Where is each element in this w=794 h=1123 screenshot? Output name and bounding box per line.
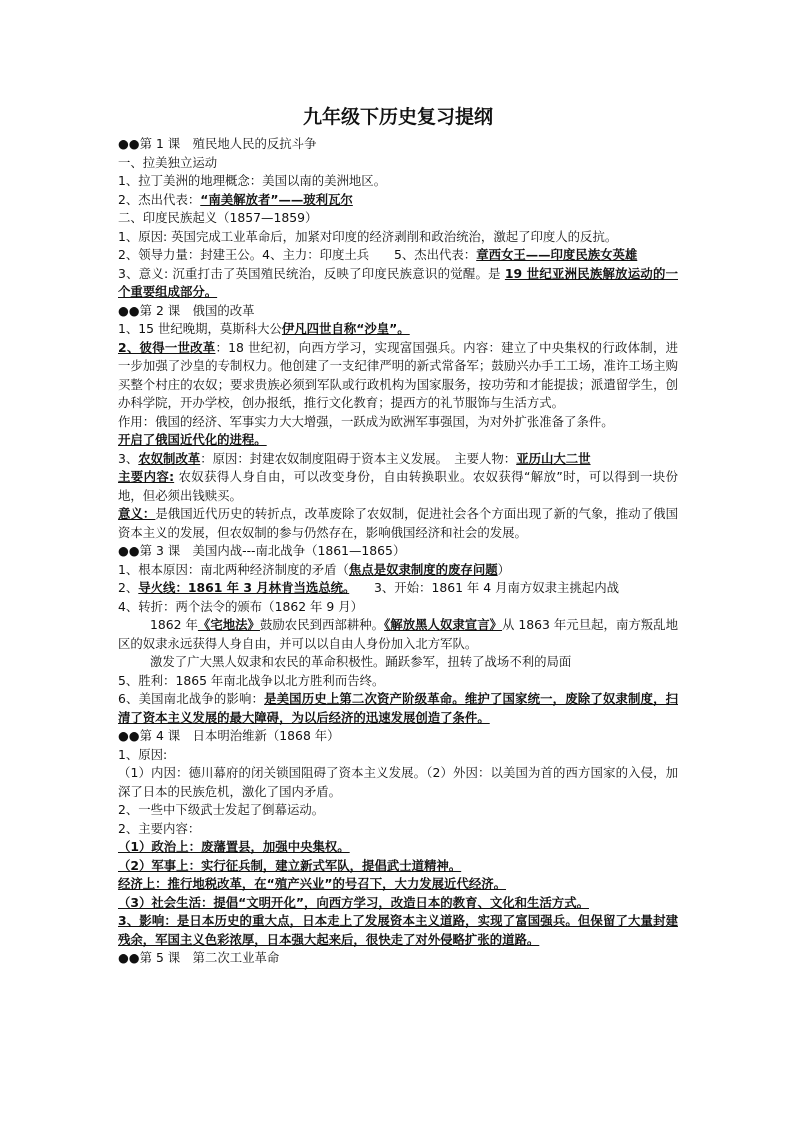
l4-item-5: （1）政治上：废藩置县，加强中央集权。 [118, 839, 350, 854]
l4-item-3: 2、一些中下级武士发起了倒幕运动。 [118, 802, 325, 817]
slavery-highlight: 焦点是奴隶制度的废存问题 [348, 561, 498, 577]
rani-highlight: 章西女王——印度民族女英雄 [476, 247, 638, 262]
lincoln-highlight: 导火线：1861 年 3 月林肯当选总统。 [138, 580, 350, 595]
l3-item-6: 5、胜利：1865 年南北战争以北方胜利而告终。 [118, 672, 385, 688]
lesson-4-heading: ●●第 4 课 日本明治维新（1868 年） [118, 728, 340, 743]
l2-item-3: 作用：俄国的经济、军事实力大大增强，一跃成为欧洲军事强国，为对外扩张准备了条件。 [118, 413, 614, 429]
peter-reform-label: 2、彼得一世改革 [118, 339, 216, 355]
homestead-act: 《宅地法》 [197, 617, 260, 632]
l4-item-7: 经济上：推行地税改革，在“殖产兴业”的号召下，大力发展近代经济。 [118, 876, 507, 891]
l1-item-5: 3、意义: 沉重打击了英国殖民统治，反映了印度民族意识的觉醒。是 19 世纪亚洲民族解放运动的一个重要组成部分。 [118, 265, 678, 299]
lesson-3-heading: ●●第 3 课 美国内战---南北战争（1861—1865） [118, 543, 406, 558]
l1-item-3: 1、原因: 英国完成工业革命后，加紧对印度的经济剥削和政治统治，激起了印度人的反抗。 [118, 228, 618, 244]
l4-item-8: （3）社会生活：提倡“文明开化”，向西方学习，改造日本的教育、文化和生活方式。 [118, 894, 589, 910]
emancipation-proclamation: 《解放黑人奴隶宣言》 [384, 617, 503, 632]
l2-item-6: 主要内容: 农奴获得人身自由，可以改变身份，自由转换职业。农奴获得“解放”时，可以得到一块份地，但必须出钱赎买。 [118, 469, 678, 503]
l3-item-5: 激发了广大黑人奴隶和农民的革命积极性。踊跃参军，扭转了战场不利的局面 [150, 654, 572, 669]
l4-item-4: 2、主要内容： [118, 820, 201, 836]
bolivar-highlight: “南美解放者”——玻利瓦尔 [200, 191, 353, 207]
l2-item-1: 1、15 世纪晚期，莫斯科大公伊凡四世自称“沙皇”。 [118, 321, 410, 336]
l4-item-1: 1、原因: [118, 746, 168, 762]
main-content-label: 主要内容: [118, 469, 175, 484]
alexander-highlight: 亚历山大二世 [516, 450, 591, 466]
l3-item-2: 2、导火线：1861 年 3 月林肯当选总统。 3、开始：1861 年 4 月南方奴隶主挑起内战 [118, 580, 619, 595]
document-title: 九年级下历史复习提纲 [302, 106, 493, 128]
l3-item-7: 6、美国南北战争的影响：是美国历史上第二次资产阶级革命。维护了国家统一，废除了奴隶制度，扫清了资本主义发展的最大障碍，为以后经济的迅速发展创造了条件。 [118, 691, 679, 725]
l3-item-4: 1862 年《宅地法》鼓励农民到西部耕种。《解放黑人奴隶宣言》从 1863 年元旦起，南方叛乱地区的奴隶永远获得人身自由，并可以以自由人身份加入北方军队。 [118, 617, 678, 651]
ivan-highlight: 伊凡四世自称“沙皇”。 [281, 321, 410, 336]
section-latin-america: 一、拉美独立运动 [118, 154, 218, 170]
civil-war-impact-highlight: 是美国历史上第二次资产阶级革命。维护了国家统一，废除了奴隶制度，扫清了资本主义发展的最大障碍，为以后经济的迅速发展创造了条件。 [118, 691, 679, 725]
meaning-label: 意义： [118, 506, 156, 521]
l4-item-9: 3、影响：是日本历史的重大点，日本走上了发展资本主义道路，实现了富国强兵。但保留了大量封建残余，军国主义色彩浓厚，日本强大起来后，很快走了对外侵略扩张的道路。 [118, 913, 678, 947]
l2-item-7: 意义：是俄国近代历史的转折点，改革废除了农奴制，促进社会各个方面出现了新的气象，推动了俄国资本主义的发展，但农奴制的参与仍然存在，影响俄国经济和社会的发展。 [118, 506, 679, 540]
l3-item-3: 4、转折：两个法令的颁布（1862 年 9 月） [118, 598, 363, 614]
l4-item-6: （2）军事上：实行征兵制，建立新式军队，提倡武士道精神。 [118, 857, 462, 873]
lesson-5-heading: ●●第 5 课 第二次工业革命 [118, 950, 280, 965]
l3-item-1: 1、根本原因：南北两种经济制度的矛盾（焦点是奴隶制度的废存问题） [118, 561, 510, 577]
l2-item-4: 开启了俄国近代化的进程。 [118, 432, 267, 447]
serf-reform-label: 农奴制改革 [138, 450, 201, 466]
document-page [118, 104, 678, 968]
lesson-2-heading: ●●第 2 课 俄国的改革 [118, 302, 255, 318]
l1-item-1: 1、拉丁美洲的地理概念：美国以南的美洲地区。 [118, 173, 387, 188]
l1-item-2: 2、杰出代表：“南美解放者”——玻利瓦尔 [118, 191, 353, 207]
l2-item-5: 3、农奴制改革：原因：封建农奴制度阻碍于资本主义发展。 主要人物：亚历山大二世 [118, 450, 591, 466]
section-india-uprising: 二、印度民族起义（1857—1859） [118, 210, 318, 225]
l2-item-2: 2、彼得一世改革：18 世纪初，向西方学习，实现富国强兵。内容：建立了中央集权的行政体制，进一步加强了沙皇的专制权力。他创建了一支纪律严明的新式常备军；鼓励兴办手工工场，准许工场主购买整个村庄的农奴；要求贵族必须到军队或行政机构为国家服务，按功劳和才能提拔；派遣留学生，创办科学院，开办学校，创办报纸，推行文化教育；提西方的礼节服饰与生活方式。 [118, 339, 678, 410]
l4-item-2: （1）内因：德川幕府的闭关锁国阻碍了资本主义发展。（2）外因：以美国为首的西方国家的入侵，加深了日本的民族危机，激化了国内矛盾。 [118, 765, 678, 799]
l1-item-4: 2、领导力量：封建王公。4、主力：印度土兵 5、杰出代表：章西女王——印度民族女英雄 [118, 247, 638, 262]
lesson-1-heading: ●●第 1 课 殖民地人民的反抗斗争 [118, 136, 317, 151]
significance-highlight: 19 世纪亚洲民族解放运动的一个重要组成部分。 [118, 265, 678, 299]
